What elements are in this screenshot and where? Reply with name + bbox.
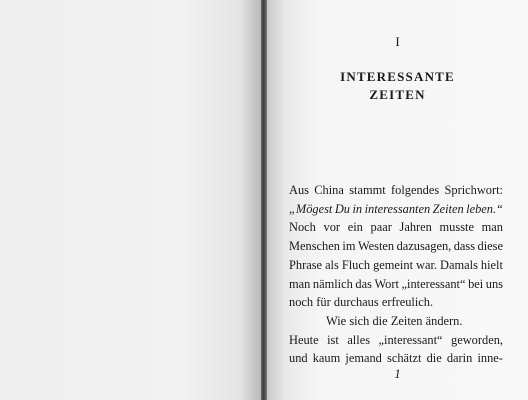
word: musste — [439, 220, 474, 235]
word: und — [289, 351, 308, 366]
word: Heute — [289, 332, 319, 347]
word: Wort — [374, 276, 399, 291]
word: hielt — [480, 257, 503, 272]
word: ein — [347, 220, 363, 235]
word: alles — [347, 332, 371, 347]
chapter-title-line: ZEITEN — [369, 87, 426, 102]
word: vor — [323, 220, 341, 235]
chapter-number: I — [395, 34, 400, 49]
word: sich — [349, 313, 370, 328]
word: man — [481, 220, 503, 235]
word: leben.“ — [466, 201, 503, 216]
text-line — [289, 237, 503, 256]
word: als — [325, 257, 339, 272]
word: „interessant“ — [401, 276, 466, 291]
page-number: 1 — [394, 366, 401, 381]
word: Jahren — [399, 220, 432, 235]
word: geworden, — [451, 332, 503, 347]
word: dazusagen, — [396, 239, 452, 254]
word: inne- — [477, 351, 503, 366]
word: durchaus — [333, 295, 379, 310]
word: nämlich — [312, 276, 353, 291]
word: Noch — [289, 220, 316, 235]
word: jemand — [345, 351, 382, 366]
word: Fluch — [341, 257, 371, 272]
text-line — [289, 275, 503, 294]
word: man — [289, 276, 311, 291]
word: interessanten — [364, 201, 431, 216]
word: diese — [477, 239, 503, 254]
word: erfreulich. — [381, 295, 434, 310]
word: ändern. — [425, 313, 463, 328]
text-line — [289, 200, 503, 219]
word: Menschen — [289, 239, 340, 254]
word: Westen — [357, 239, 395, 254]
word: Damals — [440, 257, 478, 272]
word: ist — [327, 332, 339, 347]
word: Phrase — [289, 257, 323, 272]
word: Du — [334, 201, 350, 216]
word: die — [372, 313, 388, 328]
left-page-blank — [0, 0, 261, 400]
word: Zeiten — [432, 201, 464, 216]
word: für — [316, 295, 331, 310]
text-line — [289, 293, 503, 312]
word: Aus — [289, 183, 309, 197]
word: das — [355, 276, 372, 291]
word: China — [314, 183, 344, 197]
word: darin — [446, 351, 473, 366]
word: schätzt — [387, 351, 422, 366]
chapter-title — [267, 68, 528, 104]
word: Zeiten — [390, 313, 423, 328]
word: Sprichwort: — [444, 183, 503, 197]
text-line — [289, 312, 503, 331]
word: gemeint — [373, 257, 414, 272]
word: Wie — [326, 313, 347, 328]
word: „Mögest — [289, 201, 333, 216]
word: im — [342, 239, 356, 254]
text-line — [289, 331, 503, 350]
word: bei — [468, 276, 484, 291]
word: dass — [453, 239, 476, 254]
word: „interessant“ — [378, 332, 443, 347]
body-text — [289, 181, 503, 368]
word: paar — [370, 220, 392, 235]
word: kaum — [312, 351, 341, 366]
text-line — [289, 218, 503, 237]
word: in — [352, 201, 363, 216]
word: war. — [416, 257, 438, 272]
word: die — [426, 351, 442, 366]
word: folgendes — [391, 183, 440, 197]
text-line — [289, 181, 503, 200]
word: stammt — [349, 183, 386, 197]
word: uns — [485, 276, 503, 291]
word: noch — [289, 295, 314, 310]
chapter-title-line: INTERESSANTE — [340, 69, 455, 84]
right-page — [267, 0, 528, 400]
text-line — [289, 256, 503, 275]
